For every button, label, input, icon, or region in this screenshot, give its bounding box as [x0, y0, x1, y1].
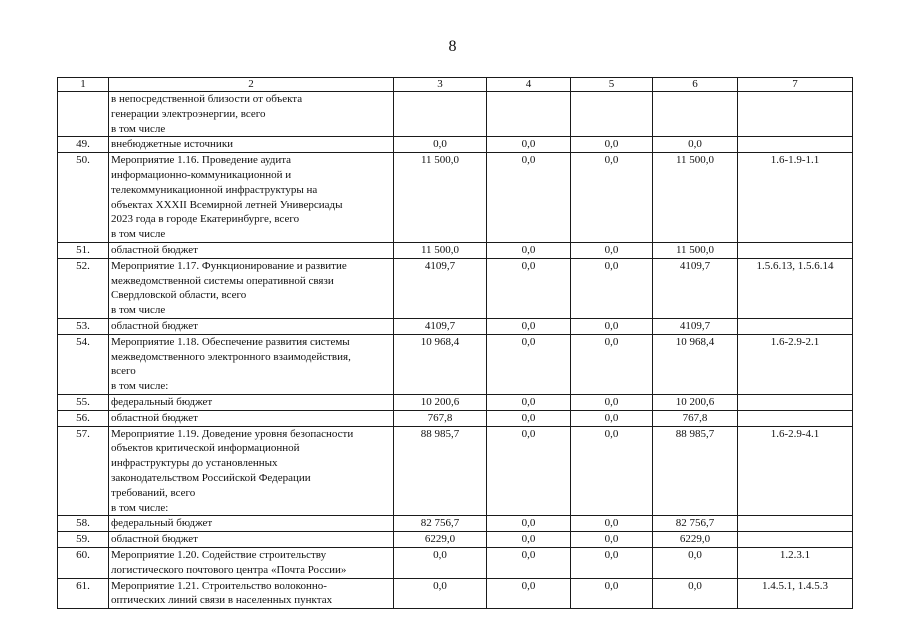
description-line: 2023 года в городе Екатеринбурге, всего [111, 213, 300, 226]
description-line: межведомственного электронного взаимодействия, [111, 350, 351, 363]
column-header: 1 [58, 78, 109, 92]
table-row [58, 426, 853, 516]
value-cell-col6: 767,8 [653, 410, 738, 426]
description-line: внебюджетные источники [111, 138, 234, 151]
target-code-cell [738, 242, 853, 258]
value-cell-col6: 82 756,7 [653, 516, 738, 532]
description-line: Мероприятие 1.19. Доведение уровня безопасности [111, 427, 354, 440]
target-code-cell [738, 92, 853, 137]
table-row [58, 578, 853, 609]
description-line: федеральный бюджет [111, 395, 213, 408]
value-cell-col5: 0,0 [571, 258, 653, 318]
target-code-cell [738, 318, 853, 334]
table-body [58, 78, 853, 609]
description-line: логистического почтового центра «Почта России» [111, 563, 347, 576]
description-line: Мероприятие 1.21. Строительство волоконно- [111, 579, 327, 592]
description-line: в непосредственной близости от объекта [111, 93, 303, 105]
value-cell-col6: 4109,7 [653, 318, 738, 334]
value-cell-col4: 0,0 [487, 137, 571, 153]
value-cell-col6: 11 500,0 [653, 242, 738, 258]
description-line: Мероприятие 1.17. Функционирование и развитие [111, 259, 347, 272]
description-line: межведомственной системы оперативной связи [111, 274, 334, 287]
target-code-cell: 1.4.5.1, 1.4.5.3 [738, 578, 853, 609]
description-line: в том числе: [111, 501, 169, 514]
description-line: генерации электроэнергии, всего [111, 107, 266, 120]
value-cell-col6: 0,0 [653, 578, 738, 609]
value-cell-col3: 82 756,7 [394, 516, 487, 532]
row-number-cell: 51. [58, 242, 109, 258]
description-line: информационно-коммуникационной и [111, 168, 292, 181]
description-line: в том числе: [111, 380, 169, 393]
description-cell [109, 242, 394, 258]
description-line: требований, всего [111, 486, 196, 499]
description-cell [109, 318, 394, 334]
value-cell-col3 [394, 92, 487, 137]
description-line: в том числе [111, 304, 166, 317]
description-cell [109, 578, 394, 609]
table-row [58, 258, 853, 318]
description-cell [109, 516, 394, 532]
value-cell-col5: 0,0 [571, 426, 653, 516]
value-cell-col4: 0,0 [487, 242, 571, 258]
value-cell-col5: 0,0 [571, 516, 653, 532]
value-cell-col5: 0,0 [571, 318, 653, 334]
column-header: 7 [738, 78, 853, 92]
target-code-cell: 1.5.6.13, 1.5.6.14 [738, 258, 853, 318]
value-cell-col3: 0,0 [394, 578, 487, 609]
value-cell-col3: 10 200,6 [394, 394, 487, 410]
row-number-cell: 49. [58, 137, 109, 153]
budget-table [57, 77, 853, 609]
row-number-cell: 58. [58, 516, 109, 532]
description-line: в том числе [111, 122, 166, 135]
description-cell [109, 532, 394, 548]
row-number-cell: 50. [58, 153, 109, 243]
value-cell-col4: 0,0 [487, 318, 571, 334]
value-cell-col5: 0,0 [571, 410, 653, 426]
description-line: Свердловской области, всего [111, 289, 247, 302]
value-cell-col5: 0,0 [571, 578, 653, 609]
column-header: 6 [653, 78, 738, 92]
value-cell-col6: 0,0 [653, 137, 738, 153]
target-code-cell: 1.6-2.9-4.1 [738, 426, 853, 516]
row-number-cell: 59. [58, 532, 109, 548]
column-header: 3 [394, 78, 487, 92]
row-number-cell: 61. [58, 578, 109, 609]
value-cell-col3: 4109,7 [394, 258, 487, 318]
target-code-cell [738, 394, 853, 410]
table-row [58, 516, 853, 532]
value-cell-col6: 10 200,6 [653, 394, 738, 410]
value-cell-col4: 0,0 [487, 334, 571, 394]
value-cell-col3: 10 968,4 [394, 334, 487, 394]
value-cell-col6: 88 985,7 [653, 426, 738, 516]
value-cell-col5: 0,0 [571, 532, 653, 548]
row-number-cell: 57. [58, 426, 109, 516]
description-line: областной бюджет [111, 243, 198, 256]
target-code-cell: 1.6-2.9-2.1 [738, 334, 853, 394]
description-line: Мероприятие 1.20. Содействие строительству [111, 548, 327, 561]
table-row [58, 153, 853, 243]
description-line: областной бюджет [111, 533, 198, 546]
column-header: 2 [109, 78, 394, 92]
page-number: 8 [448, 38, 457, 55]
description-line: инфраструктуры до установленных [111, 457, 278, 470]
description-cell [109, 258, 394, 318]
value-cell-col4: 0,0 [487, 578, 571, 609]
value-cell-col5 [571, 92, 653, 137]
value-cell-col6: 6229,0 [653, 532, 738, 548]
description-line: областной бюджет [111, 319, 198, 332]
row-number-cell [58, 92, 109, 137]
target-code-cell [738, 410, 853, 426]
description-line: объектов критической информационной [111, 442, 300, 455]
description-line: оптических линий связи в населенных пунктах [111, 594, 333, 607]
description-line: в том числе [111, 228, 166, 241]
description-line: всего [111, 365, 136, 378]
value-cell-col5: 0,0 [571, 547, 653, 578]
table-row [58, 137, 853, 153]
value-cell-col3: 6229,0 [394, 532, 487, 548]
table-row [58, 318, 853, 334]
description-line: федеральный бюджет [111, 517, 213, 530]
value-cell-col3: 11 500,0 [394, 242, 487, 258]
target-code-cell [738, 516, 853, 532]
description-cell [109, 394, 394, 410]
value-cell-col5: 0,0 [571, 137, 653, 153]
description-line: законодательством Российской Федерации [111, 471, 311, 484]
description-cell [109, 410, 394, 426]
table-row [58, 532, 853, 548]
value-cell-col4: 0,0 [487, 516, 571, 532]
table-row [58, 92, 853, 137]
column-header: 4 [487, 78, 571, 92]
row-number-cell: 53. [58, 318, 109, 334]
description-cell [109, 426, 394, 516]
value-cell-col4: 0,0 [487, 394, 571, 410]
value-cell-col5: 0,0 [571, 394, 653, 410]
target-code-cell [738, 532, 853, 548]
value-cell-col4: 0,0 [487, 410, 571, 426]
value-cell-col6: 11 500,0 [653, 153, 738, 243]
table-row [58, 547, 853, 578]
value-cell-col6: 0,0 [653, 547, 738, 578]
row-number-cell: 56. [58, 410, 109, 426]
value-cell-col3: 767,8 [394, 410, 487, 426]
value-cell-col6 [653, 92, 738, 137]
value-cell-col3: 0,0 [394, 137, 487, 153]
value-cell-col4: 0,0 [487, 532, 571, 548]
target-code-cell [738, 137, 853, 153]
value-cell-col4: 0,0 [487, 547, 571, 578]
description-cell [109, 547, 394, 578]
value-cell-col3: 11 500,0 [394, 153, 487, 243]
row-number-cell: 52. [58, 258, 109, 318]
value-cell-col4 [487, 92, 571, 137]
value-cell-col5: 0,0 [571, 242, 653, 258]
table-row [58, 410, 853, 426]
table-row [58, 242, 853, 258]
description-line: Мероприятие 1.16. Проведение аудита [111, 154, 292, 167]
description-line: объектах XXXII Всемирной летней Универсиады [111, 198, 343, 211]
value-cell-col5: 0,0 [571, 153, 653, 243]
row-number-cell: 60. [58, 547, 109, 578]
description-line: телекоммуникационной инфраструктуры на [111, 183, 318, 196]
row-number-cell: 54. [58, 334, 109, 394]
row-number-cell: 55. [58, 394, 109, 410]
description-cell [109, 92, 394, 137]
target-code-cell: 1.2.3.1 [738, 547, 853, 578]
value-cell-col4: 0,0 [487, 153, 571, 243]
table-row [58, 334, 853, 394]
table-row [58, 394, 853, 410]
value-cell-col4: 0,0 [487, 426, 571, 516]
target-code-cell: 1.6-1.9-1.1 [738, 153, 853, 243]
description-cell [109, 334, 394, 394]
description-line: Мероприятие 1.18. Обеспечение развития системы [111, 335, 350, 348]
value-cell-col3: 0,0 [394, 547, 487, 578]
value-cell-col5: 0,0 [571, 334, 653, 394]
table-header-row [58, 78, 853, 92]
description-cell [109, 153, 394, 243]
column-header: 5 [571, 78, 653, 92]
value-cell-col4: 0,0 [487, 258, 571, 318]
value-cell-col6: 10 968,4 [653, 334, 738, 394]
value-cell-col3: 4109,7 [394, 318, 487, 334]
value-cell-col6: 4109,7 [653, 258, 738, 318]
description-line: областной бюджет [111, 411, 198, 424]
description-cell [109, 137, 394, 153]
value-cell-col3: 88 985,7 [394, 426, 487, 516]
